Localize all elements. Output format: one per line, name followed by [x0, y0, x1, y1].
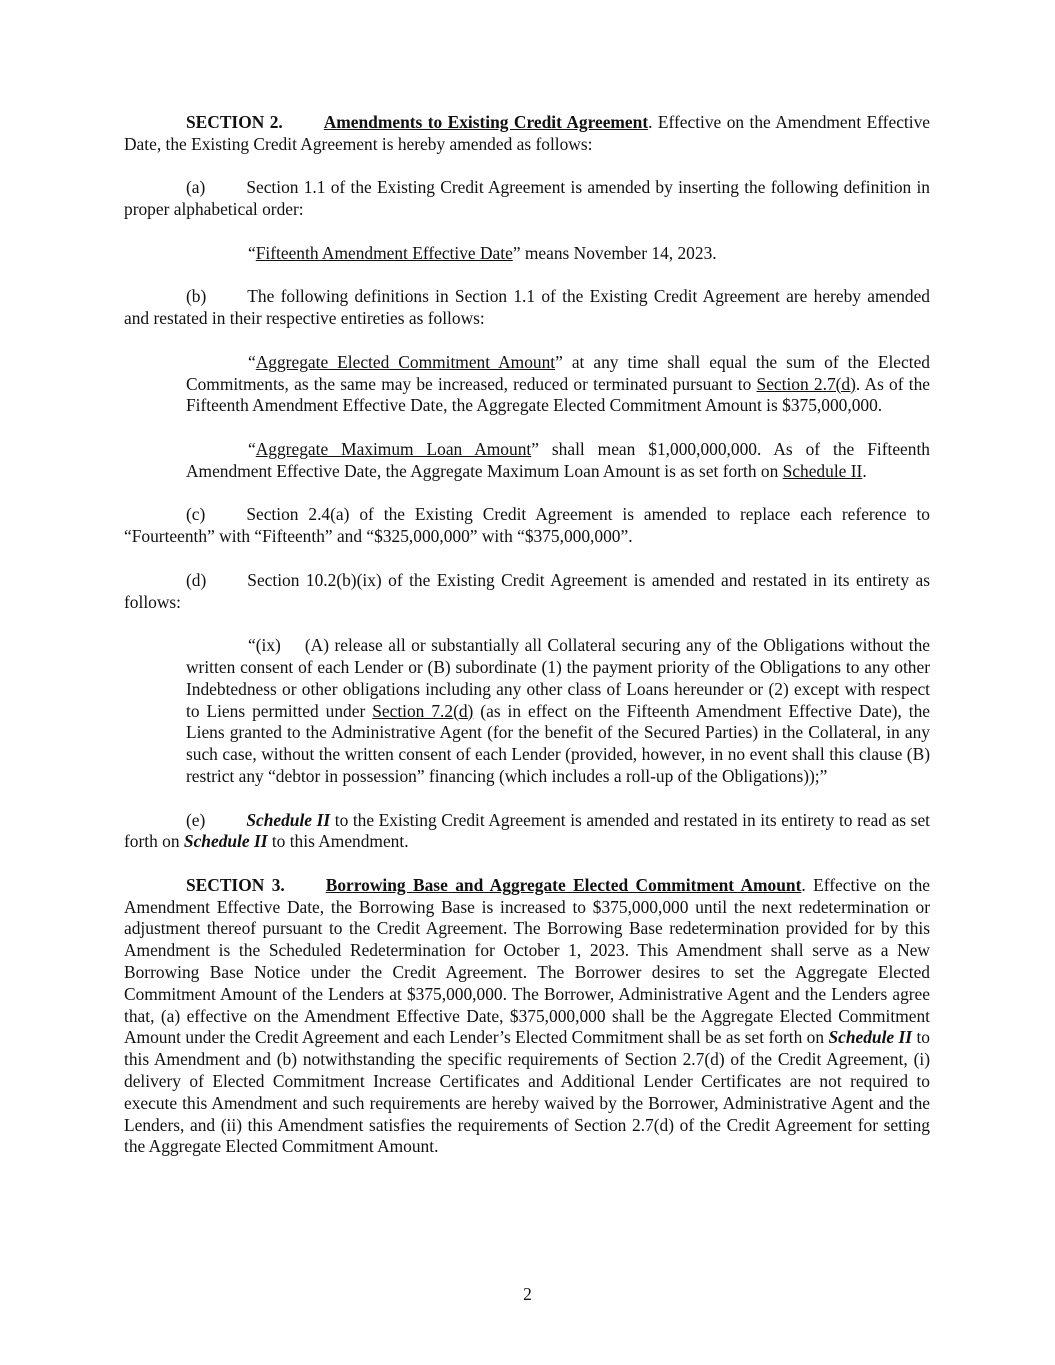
clause-d [124, 570, 930, 614]
definition-fifteenth-amendment-date: “Fifteenth Amendment Effective Date” means November 14, 2023. [248, 242, 717, 263]
defined-term: Fifteenth Amendment Effective Date [255, 242, 513, 263]
schedule-reference: Schedule II [246, 809, 331, 830]
clause-c-label: (c) [186, 504, 206, 525]
clause-b-text: The following definitions in Section 1.1 of the Existing Credit Agreement are hereby amended and restated in their respective entireties as follows: [124, 286, 930, 329]
quoted-clause-ix: “(ix) (A) release all or substantially all Collateral securing any of the Obligations without the written consent of each Lender or (B) subordinate (1) the payment priority of the Obligations to any other Indebtedness or other obligations including any other class of Loans hereunder or (2) except with respect to Liens permitted under Section 7.2(d) (as in effect on the Fifteenth Amendment Effective Date), the Liens granted to the Administrative Agent (for the benefit of the Secured Parties) in the Collateral, in any such case, without the written consent of each Lender (provided, however, in no event shall this clause (B) restrict any “debtor in possession” financing (which includes a roll-up of the Obligations));” [186, 635, 930, 786]
clause-a [124, 177, 930, 221]
clause-e: (e) Schedule II to the Existing Credit Agreement is amended and restated in its entirety to read as set forth on Schedule II to this Amendment. [124, 809, 930, 852]
schedule-reference: Schedule II [828, 1027, 913, 1048]
clause-b-label: (b) [186, 286, 207, 307]
quoted-clause-ix-label: “(ix) [248, 635, 281, 656]
section-2-title: Amendments to Existing Credit Agreement [323, 112, 649, 132]
section-reference: Section 7.2(d) [372, 700, 474, 721]
clause-d-label: (d) [186, 569, 207, 590]
section-reference: Section 2.7(d) [756, 373, 856, 394]
clause-c-text: Section 2.4(a) of the Existing Credit Agreement is amended to replace each reference to “Fourteenth” with “Fifteenth” and “$325,000,000” with “$375,000,000”. [124, 504, 930, 547]
defined-term: Aggregate Elected Commitment Amount [255, 351, 556, 372]
document-page [124, 112, 930, 1158]
clause-b [124, 286, 930, 330]
clause-a-text: Section 1.1 of the Existing Credit Agreement is amended by inserting the following definition in proper alphabetical order: [124, 177, 930, 220]
clause-e-label: (e) [186, 809, 206, 830]
clause-d-text: Section 10.2(b)(ix) of the Existing Credit Agreement is amended and restated in its entirety as follows: [124, 569, 930, 612]
clause-a-label: (a) [186, 177, 206, 198]
clause-c [124, 504, 930, 548]
section-2-label: SECTION 2. [186, 112, 283, 132]
defined-term: Aggregate Maximum Loan Amount [255, 438, 532, 459]
section-2-intro: . Effective on the Amendment Effective Date, the Existing Credit Agreement is hereby amended as follows: [124, 112, 930, 154]
definition-aggregate-maximum-loan-amount: “Aggregate Maximum Loan Amount” shall mean $1,000,000,000. As of the Fifteenth Amendment Effective Date, the Aggregate Maximum Loan Amount is as set forth on Schedule II. [186, 438, 930, 481]
section-3-title: Borrowing Base and Aggregate Elected Commitment Amount [325, 874, 802, 895]
section-3-label: SECTION 3. [186, 874, 285, 895]
schedule-reference: Schedule II [782, 460, 863, 481]
section-2-paragraph [124, 112, 930, 156]
section-3-paragraph: SECTION 3. Borrowing Base and Aggregate Elected Commitment Amount. Effective on the Amendment Effective Date, the Borrowing Base is increased to $375,000,000 until the next redetermination or adjustment thereof pursuant to the Credit Agreement. The Borrowing Base redetermination provided for by this Amendment is the Scheduled Redetermination for October 1, 2023. This Amendment shall serve as a New Borrowing Base Notice under the Credit Agreement. The Borrower desires to set the Aggregate Elected Commitment Amount of the Lenders at $375,000,000. The Borrower, Administrative Agent and the Lenders agree that, (a) effective on the Amendment Effective Date, $375,000,000 shall be the Aggregate Elected Commitment Amount under the Credit Agreement and each Lender’s Elected Commitment shall be as set forth on Schedule II to this Amendment and (b) notwithstanding the specific requirements of Section 2.7(d) of the Credit Agreement, (i) delivery of Elected Commitment Increase Certificates and Additional Lender Certificates are not required to execute this Amendment and such requirements are hereby waived by the Borrower, Administrative Agent and the Lenders, and (ii) this Amendment satisfies the requirements of Section 2.7(d) of the Credit Agreement for setting the Aggregate Elected Commitment Amount. [124, 874, 930, 1157]
definition-aggregate-elected-commitment-amount: “Aggregate Elected Commitment Amount” at any time shall equal the sum of the Elected Commitments, as the same may be increased, reduced or terminated pursuant to Section 2.7(d). As of the Fifteenth Amendment Effective Date, the Aggregate Elected Commitment Amount is $375,000,000. [186, 351, 930, 416]
page-number: 2 [523, 1284, 532, 1304]
schedule-reference: Schedule II [183, 831, 268, 852]
